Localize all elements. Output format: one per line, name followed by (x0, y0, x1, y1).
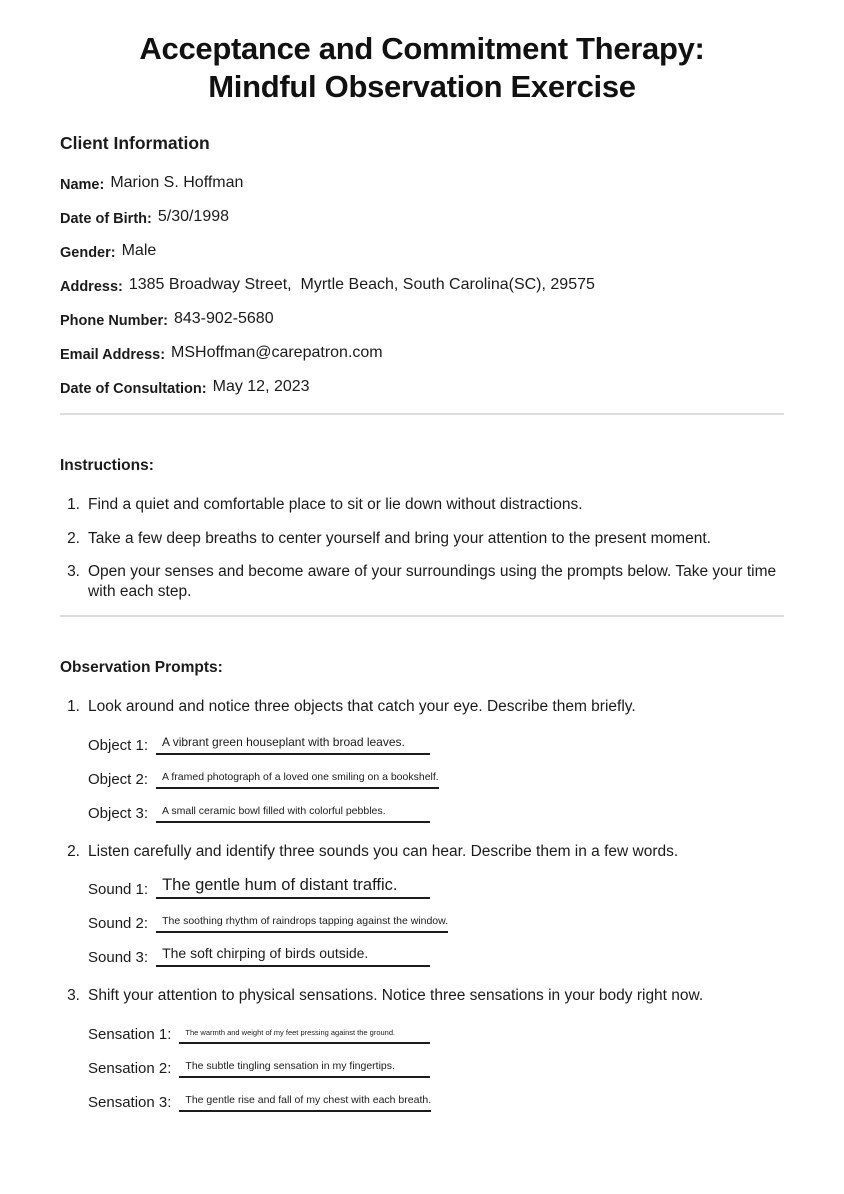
client-info-section (60, 133, 784, 399)
instructions-heading: Instructions: (60, 457, 154, 474)
sound-1-label: Sound 1: (88, 881, 149, 898)
observation-prompts-heading: Observation Prompts: (60, 659, 223, 676)
sound-3-field[interactable] (156, 945, 430, 967)
prompt-number: 2. (67, 842, 80, 860)
field-row-name (60, 175, 784, 195)
client-info-heading: Client Information (60, 133, 210, 153)
prompt-number: 3. (67, 987, 80, 1004)
section-divider (60, 615, 784, 617)
prompt-sensations (60, 986, 784, 1112)
sensation-2-field[interactable] (179, 1056, 430, 1078)
section-divider (60, 413, 784, 415)
consultation-date-value: May 12, 2023 (212, 378, 310, 395)
answer-row-sound-3 (88, 945, 430, 967)
prompt-number: 1. (67, 698, 80, 715)
sound-3-label: Sound 3: (88, 949, 149, 966)
object-1-label: Object 1: (88, 736, 149, 754)
sound-2-field[interactable] (156, 911, 448, 933)
client-info-fields (60, 175, 784, 399)
answer-row-sound-1 (88, 877, 430, 899)
sensation-3-field[interactable] (179, 1090, 431, 1112)
document-title (60, 30, 784, 106)
sensation-1-field[interactable] (179, 1022, 430, 1044)
object-3-value: A small ceramic bowl filled with colorful pebbles. (162, 804, 386, 817)
date-of-birth-value: 5/30/1998 (157, 208, 230, 225)
answer-row-object-2 (88, 767, 439, 789)
name-value: Marion S. Hoffman (110, 174, 244, 191)
instruction-item (60, 495, 784, 515)
prompt-text: Listen carefully and identify three sounds you can hear. Describe them in a few words. (88, 842, 679, 860)
instruction-number: 3. (67, 563, 80, 580)
instruction-text: Open your senses and become aware of your surroundings using the prompts below. Take your time with each step. (88, 563, 777, 600)
name-label: Name: (60, 177, 105, 193)
answer-row-sensation-1 (88, 1022, 430, 1044)
sensation-1-label: Sensation 1: (88, 1025, 172, 1043)
instruction-item (60, 529, 784, 549)
instruction-text: Find a quiet and comfortable place to sit or lie down without distractions. (88, 496, 583, 513)
object-3-field[interactable] (156, 801, 430, 823)
field-row-date-of-birth (60, 209, 784, 229)
answer-row-sound-2 (88, 911, 449, 933)
date-of-birth-label: Date of Birth: (60, 211, 152, 227)
prompt-item (60, 842, 784, 862)
object-1-field[interactable] (156, 733, 430, 755)
field-row-address (60, 277, 784, 297)
address-label: Address: (60, 279, 123, 295)
document-title-line-2: Mindful Observation Exercise (208, 69, 636, 104)
phone-number-value: 843-902-5680 (173, 310, 274, 327)
prompts-list (60, 697, 784, 1112)
answer-row-object-1 (88, 733, 430, 755)
object-2-value: A framed photograph of a loved one smiling on a bookshelf. (162, 770, 439, 783)
document-title-line-1: Acceptance and Commitment Therapy: (139, 31, 705, 66)
prompt-item (60, 986, 784, 1006)
field-row-consultation-date (60, 379, 784, 399)
answer-row-object-3 (88, 801, 430, 823)
answer-row-sensation-3 (88, 1090, 430, 1112)
gender-value: Male (121, 242, 157, 259)
instruction-number: 1. (67, 496, 80, 513)
address-value: 1385 Broadway Street, Myrtle Beach, South Carolina(SC), 29575 (128, 276, 595, 293)
object-2-label: Object 2: (88, 770, 149, 788)
sound-2-label: Sound 2: (88, 915, 149, 932)
prompt-text: Shift your attention to physical sensations. Notice three sensations in your body right now. (88, 987, 704, 1004)
consultation-date-label: Date of Consultation: (60, 381, 207, 397)
prompt-text: Look around and notice three objects that catch your eye. Describe them briefly. (88, 698, 636, 715)
answer-row-sensation-2 (88, 1056, 430, 1078)
object-2-field[interactable] (156, 767, 439, 789)
sensation-2-label: Sensation 2: (88, 1059, 172, 1077)
instructions-section (60, 457, 784, 601)
prompt-item (60, 697, 784, 717)
object-1-value: A vibrant green houseplant with broad leaves. (162, 734, 405, 749)
observation-prompts-section (60, 659, 784, 1112)
sensations-answers (88, 1022, 430, 1112)
field-row-email (60, 345, 784, 365)
instruction-text: Take a few deep breaths to center yourself and bring your attention to the present moment. (88, 529, 711, 547)
phone-number-label: Phone Number: (60, 313, 168, 329)
sound-1-field[interactable] (156, 876, 430, 899)
instruction-number: 2. (67, 529, 80, 547)
email-address-value: MSHoffman@carepatron.com (171, 344, 383, 361)
sensation-1-value: The warmth and weight of my feet pressing against the ground. (185, 1027, 396, 1037)
sensation-2-value: The subtle tingling sensation in my fingertips. (185, 1059, 395, 1072)
sensation-3-value: The gentle rise and fall of my chest with each breath. (185, 1093, 432, 1106)
sounds-answers (88, 876, 449, 967)
field-row-gender (60, 243, 784, 263)
prompt-sounds (60, 842, 784, 968)
instruction-item (60, 562, 784, 601)
sensation-3-label: Sensation 3: (88, 1093, 172, 1111)
instructions-list (60, 495, 784, 601)
sound-1-value: The gentle hum of distant traffic. (162, 876, 398, 894)
prompt-objects (60, 697, 784, 823)
sound-2-value: The soothing rhythm of raindrops tapping against the window. (162, 915, 449, 927)
gender-label: Gender: (60, 245, 116, 261)
objects-answers (88, 733, 439, 823)
sound-3-value: The soft chirping of birds outside. (162, 945, 369, 961)
object-3-label: Object 3: (88, 804, 149, 822)
field-row-phone (60, 311, 784, 331)
email-address-label: Email Address: (60, 347, 166, 363)
